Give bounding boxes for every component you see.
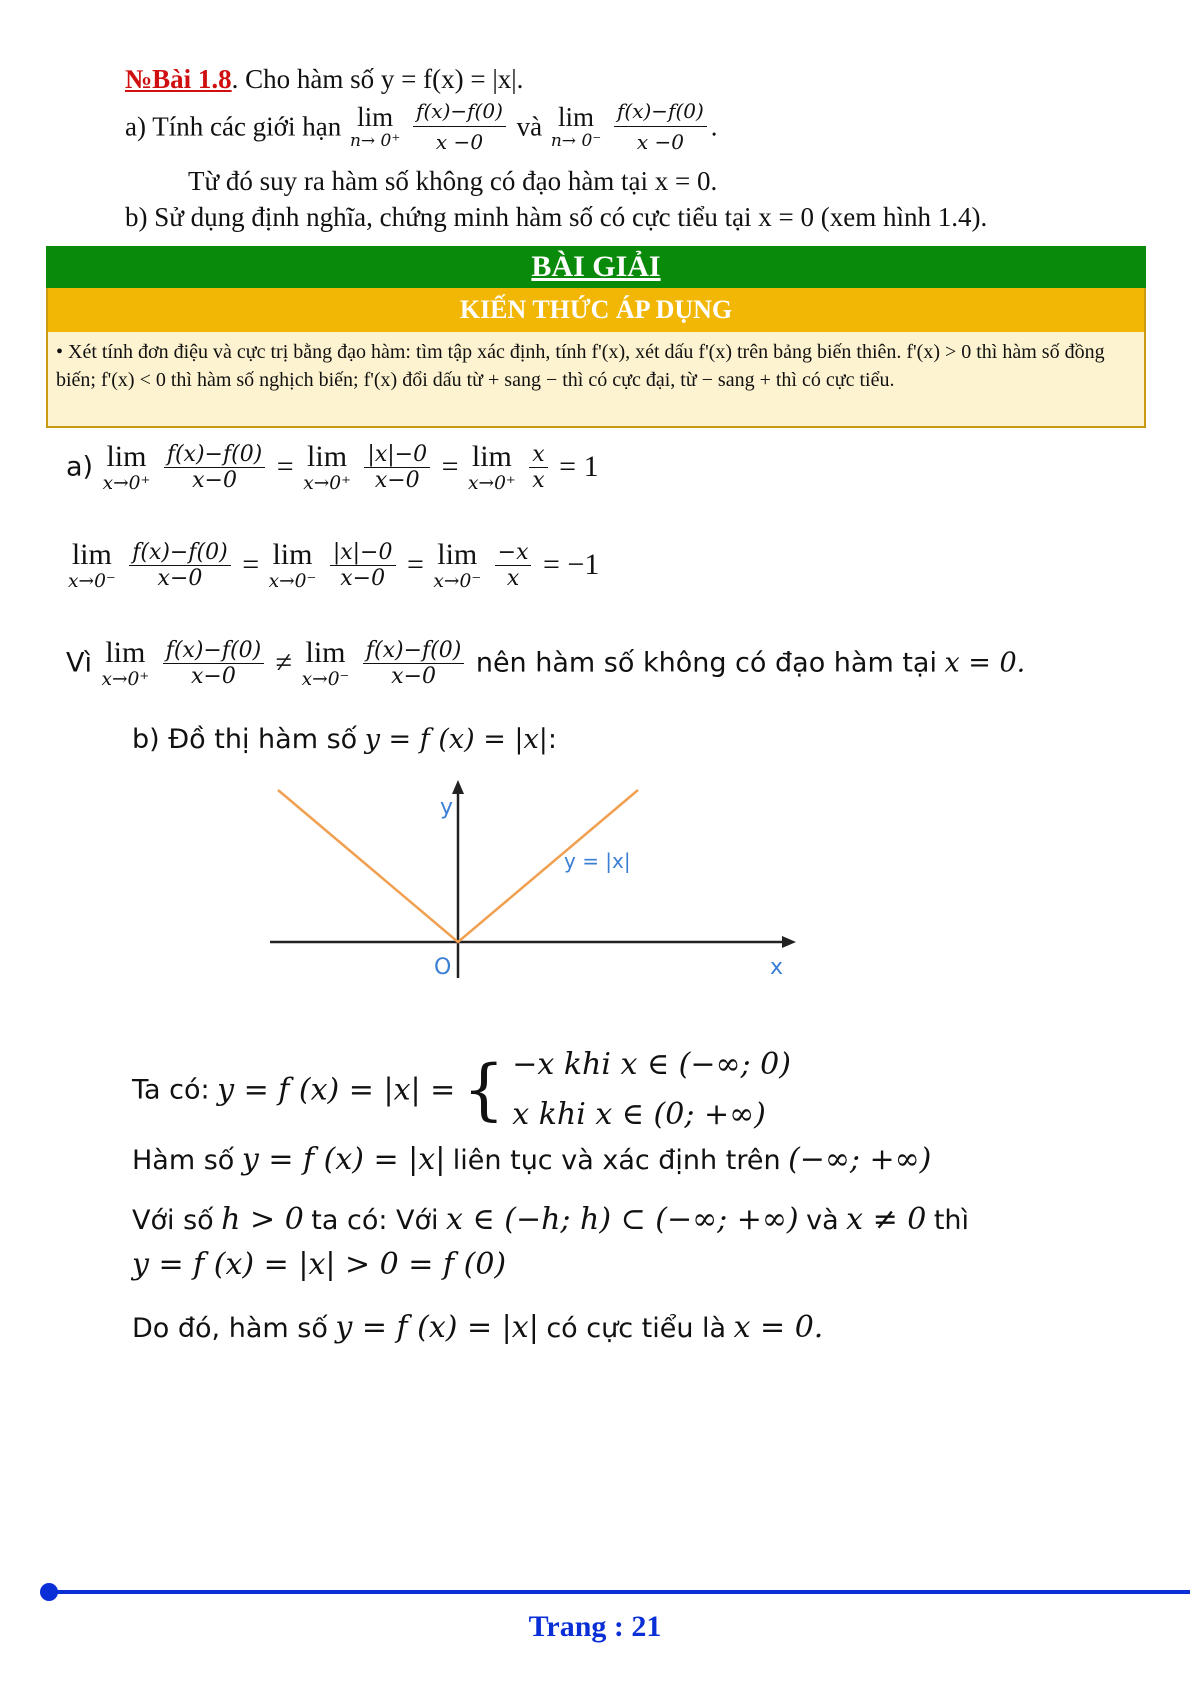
curve-label: y = |x| [564,849,631,873]
abs-graph-svg [140,778,800,988]
with-h-line: Với số h > 0 ta có: Với x ∈ (−h; h) ⊂ (−∞; +∞) và x ≠ 0 thì [132,1202,970,1237]
part-a-prefix: a) Tính các giới hạn [125,111,342,142]
solution-banner [46,246,1146,288]
continuity-line: Hàm số y = f (x) = |x| liên tục và xác định trên (−∞; +∞) [132,1142,932,1177]
page-number: Trang : 21 [528,1610,662,1643]
piecewise-line: Ta có: y = f (x) = |x| = { −x khi x ∈ (−∞; 0) x khi x ∈ (0; +∞) [132,1040,791,1140]
fraction-left: $\frac{f(x)-f(0)}{x -0}$ [614,96,707,157]
solution-line-right-limit: a) lim x→0⁺ $\frac{f(x)-f(0)}{x-0}$ = lim x→0⁺ $\frac{|x|-0}{x-0}$ = lim x→0⁺ $\frac{x}{x}$ = 1 [66,440,599,494]
brace-icon: { [462,1051,505,1128]
limit-left: lim n→ 0⁻ [550,102,602,152]
problem-conclusion-a: Từ đó suy ra hàm số không có đạo hàm tại x = 0. [188,166,718,196]
problem-part-b: b) Sử dụng định nghĩa, chứng minh hàm số có cực tiểu tại x = 0 (xem hình 1.4). [125,202,988,232]
solution-line-left-limit: lim x→0⁻ $\frac{f(x)-f(0)}{x-0}$ = lim x→0⁻ $\frac{|x|-0}{x-0}$ = lim x→0⁻ $\frac{-x}{x}$ = −1 [68,538,600,592]
inequality-line: y = f (x) = |x| > 0 = f (0) [132,1247,507,1282]
origin-label: O [434,955,452,980]
knowledge-box: • Xét tính đơn điệu và cực trị bằng đạo hàm: tìm tập xác định, tính f'(x), xét dấu f'(x) trên bảng biến thiên. f'(x) > 0 thì hàm số đồng biến; f'(x) < 0 thì hàm số nghịch biến; f'(x) đổi dấu từ + sang − thì có cực đại, từ − sang + thì có cực tiểu. [46,332,1146,428]
solution-line-conclusion-a: Vì lim x→0⁺ $\frac{f(x)-f(0)}{x-0}$ ≠ lim x→0⁻ $\frac{f(x)-f(0)}{x-0}$ nên hàm số không có đạo hàm tại x = 0. [66,636,1026,690]
knowledge-banner [46,288,1146,332]
piecewise-cases: −x khi x ∈ (−∞; 0) x khi x ∈ (0; +∞) [512,1047,791,1132]
x-axis-arrow-icon [782,936,796,948]
problem-number: №Bài 1.8 [125,64,232,94]
solution-part-b-heading: b) Đồ thị hàm số y = f (x) = |x|: [132,724,557,755]
x-axis-label: x [770,955,784,980]
problem-title-line [125,64,523,94]
solution-heading: BÀI GIẢI [531,250,661,283]
and-word: và [516,111,543,142]
fraction-right: $\frac{f(x)-f(0)}{x -0}$ [413,96,506,157]
y-axis-label: y [440,795,454,820]
final-conclusion-line: Do đó, hàm số y = f (x) = |x| có cực tiểu là x = 0. [132,1310,824,1345]
problem-part-a: a) Tính các giới hạn lim n→ 0⁺ $\frac{f(x)-f(0)}{x -0}$ và lim n→ 0⁻ $\frac{f(x)-f(0)}{x -0}$ . [125,96,718,154]
footer-rule [48,1590,1190,1594]
abs-graph [140,778,800,988]
problem-intro: . Cho hàm số y = f(x) = |x|. [231,64,524,94]
knowledge-heading: KIẾN THỨC ÁP DỤNG [459,295,733,324]
limit-right: lim n→ 0⁺ [349,102,401,152]
y-axis-arrow-icon [452,780,464,794]
